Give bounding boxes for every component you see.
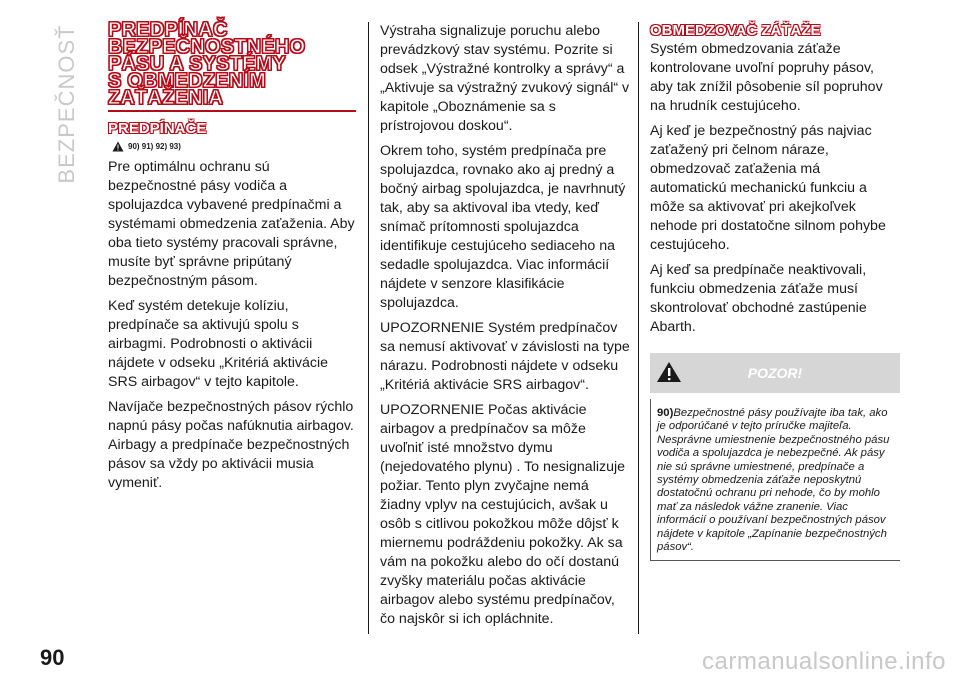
column-2 [380, 22, 632, 635]
page-number: 90 [40, 645, 65, 670]
column-divider [638, 22, 639, 634]
warning-text: Bezpečnostné pásy používajte iba tak, ako je odporúčané v tejto príručke majiteľa. Nesprávne umiestnenie bezpečnostného pásu vodiča a spolujazdca je nebezpečné. Ak pásy nie sú správne umiestnené, predpínače a systémy obmedzenia záťaže neposkytnú dostatočnú ochranu pri nehode, čo by mohlo mať za následok vážne zranenie. Viac informácií o používaní bezpečnostných pásov nájdete v kapitole „Zapínanie bezpečnostných pásov“. [657, 407, 890, 554]
warning-number: 90) [657, 407, 674, 419]
subsection-title: PREDPÍNAČE [108, 120, 207, 137]
paragraph: Aj keď je bezpečnostný pás najviac zaťažený pri čelnom náraze, obmedzovač zaťaženia má automatickú mechanickú funkciu a môže sa aktivovať pri akejkoľvek nehode pri dostatočne silnom pohybe cestujúceho. [650, 123, 886, 253]
column-3 [650, 22, 900, 561]
paragraph: Keď systém detekuje kolíziu, predpínače sa aktivujú spolu s airbagmi. Podrobnosti o aktivácii nájdete v odseku „Kritériá aktivácie SRS airbagov“ v tejto kapitole. [108, 298, 329, 390]
paragraph: Systém obmedzovania záťaže kontrolovane uvoľní popruhy pásov, aby tak znížil pôsobenie síl popruhov na hrudník cestujúceho. [650, 41, 883, 114]
section-title-line: PREDPÍNAČ [108, 19, 228, 41]
warning-title: POZOR! [747, 365, 803, 381]
reference-numbers: 90) 91) 92) 93) [128, 142, 181, 151]
paragraph: Aj keď sa predpínače neaktivovali, funkciu obmedzenia záťaže musí skontrolovať obchodné zastúpenie Abarth. [650, 262, 867, 335]
warning-triangle-icon [112, 141, 124, 152]
section-title-line: ZAŤAŽENIA [108, 87, 224, 109]
column-divider [368, 22, 369, 634]
column-1 [108, 19, 360, 499]
warning-references [112, 141, 360, 152]
watermark: carmanualsonline.info [702, 648, 946, 675]
warning-box-header [650, 353, 900, 393]
paragraph: UPOZORNENIE Systém predpínačov sa nemusí aktivovať v závislosti na type nárazu. Podrobnosti nájdete v odseku „Kritériá aktivácie SRS airbagov“. [380, 320, 630, 393]
paragraph: Navíjače bezpečnostných pásov rýchlo napnú pásy počas nafúknutia airbagov. Airbagy a predpínače bezpečnostných pásov sa vždy po aktivácii musia vymeniť. [108, 399, 354, 491]
paragraph: UPOZORNENIE Počas aktivácie airbagov a predpínačov sa môže uvoľniť isté množstvo dymu (nejedovatého plynu) . To nesignalizuje požiar. Tento plyn zvyčajne nemá žiadny vplyv na cestujúcich, avšak u osôb s citlivou pokožkou môže dôjsť k miernemu podráždeniu pokožky. Ak sa vám na pokožku alebo do očí dostanú zvyšky materiálu počas aktivácie airbagov alebo systému predpínačov, čo najskôr si ich opláchnite. [380, 402, 626, 627]
section-side-title [52, 24, 82, 184]
section-title-line: S OBMEDZENÍM [108, 70, 266, 92]
title-underline [108, 110, 356, 112]
section-title-line: BEZPEČNOSTNÉHO [108, 36, 306, 58]
paragraph: Okrem toho, systém predpínača pre spolujazdca, rovnako ako aj predný a bočný airbag spolujazdca, je navrhnutý tak, aby sa aktivoval iba vtedy, keď snímač prítomnosti spolujazdca identifikuje cestujúceho sediaceho na sedadle spolujazdca. Viac informácií nájdete v senzore klasifikácie spolujazdca. [380, 143, 626, 311]
section-title-line: PÁSU A SYSTÉMY [108, 53, 287, 75]
warning-box-body [650, 399, 900, 561]
section-title [108, 19, 360, 109]
subsection-title: OBMEDZOVAČ ZÁŤAŽE [650, 22, 821, 39]
paragraph: Výstraha signalizuje poruchu alebo prevádzkový stav systému. Pozrite si odsek „Výstražné kontrolky a správy“ a „Aktivuje sa výstražný zvukový signál“ v kapitole „Oboznámenie sa s prístrojovou doskou“. [380, 23, 630, 134]
section-side-title-text: BEZPEČNOSŤ [54, 24, 79, 184]
paragraph: Pre optimálnu ochranu sú bezpečnostné pásy vodiča a spolujazdca vybavené predpínačmi a systémami obmedzenia zaťaženia. Aby oba tieto systémy pracovali správne, musíte byť správne pripútaný bezpečnostným pásom. [108, 159, 355, 289]
